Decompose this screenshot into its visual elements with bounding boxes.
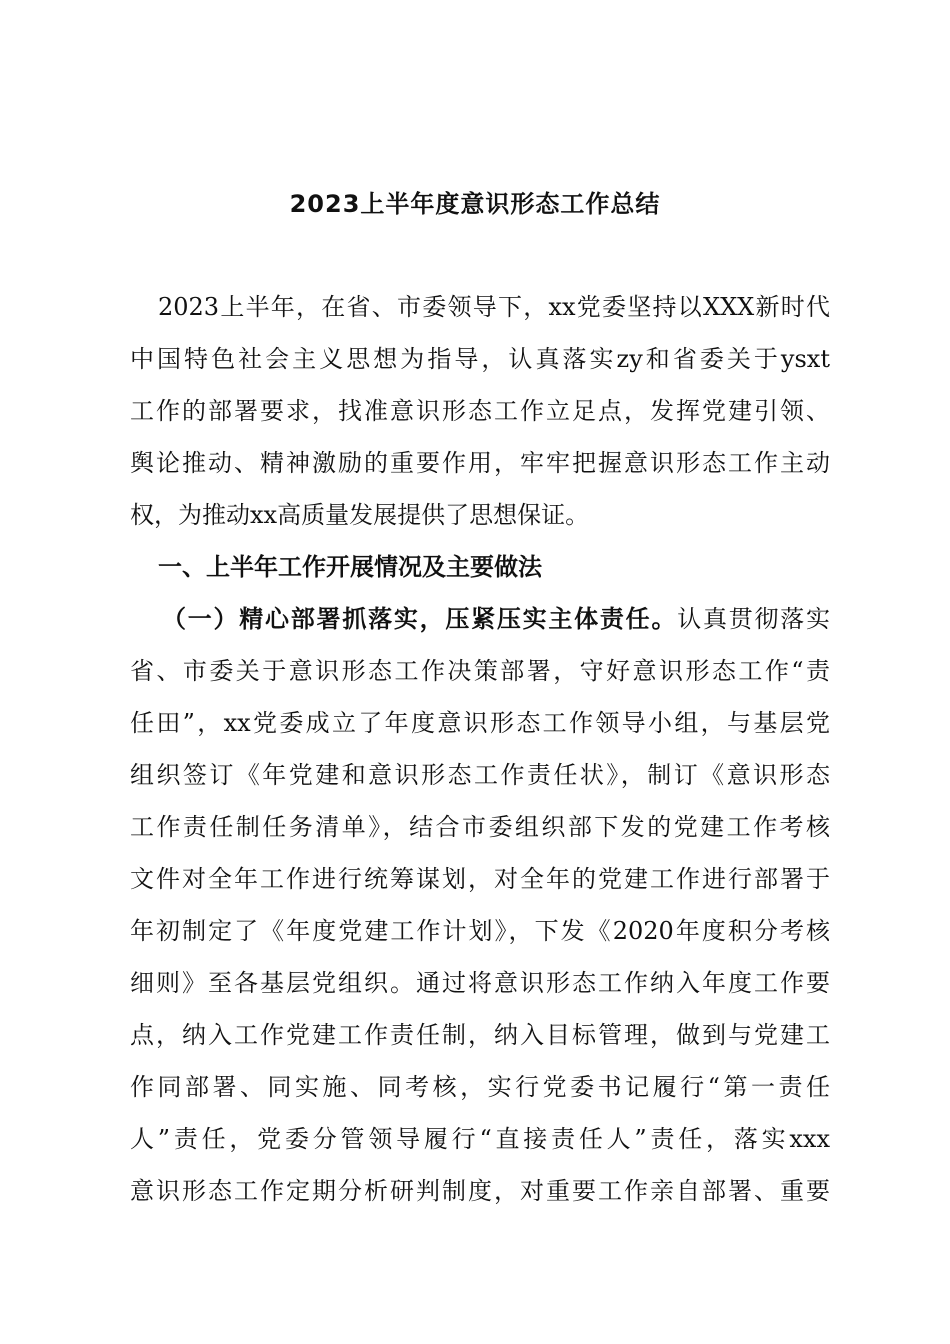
body-line: 细则》至各基层党组织。通过将意识形态工作纳入年度工作要 <box>130 969 830 997</box>
body-line: 任田”，xx党委成立了年度意识形态工作领导小组，与基层党 <box>130 709 830 737</box>
body-line: 省、市委关于意识形态工作决策部署，守好意识形态工作“责 <box>130 657 830 685</box>
subsection-first-line <box>130 593 830 645</box>
body-line: 人”责任，党委分管领导履行“直接责任人”责任，落实xxx <box>130 1125 830 1153</box>
section-heading: 一、上半年工作开展情况及主要做法 <box>158 553 542 581</box>
document-title: 2023上半年度意识形态工作总结 <box>289 190 661 218</box>
body-line: 作同部署、同实施、同考核，实行党委书记履行“第一责任 <box>130 1073 830 1101</box>
intro-line: 舆论推动、精神激励的重要作用，牢牢把握意识形态工作主动 <box>130 449 830 477</box>
body-line: 工作责任制任务清单》，结合市委组织部下发的党建工作考核 <box>130 813 830 841</box>
intro-line: 中国特色社会主义思想为指导，认真落实zy和省委关于ysxt <box>130 345 830 373</box>
subsection-lead: （一）精心部署抓落实，压紧压实主体责任。 <box>162 605 678 633</box>
subsection-first-line-text: 认真贯彻落实 <box>677 605 830 633</box>
body-line: 点，纳入工作党建工作责任制，纳入目标管理，做到与党建工 <box>130 1021 830 1049</box>
body-line: 意识形态工作定期分析研判制度，对重要工作亲自部署、重要 <box>130 1177 830 1205</box>
intro-line: 工作的部署要求，找准意识形态工作立足点，发挥党建引领、 <box>130 397 830 425</box>
document-body <box>130 281 830 1217</box>
body-line: 文件对全年工作进行统筹谋划，对全年的党建工作进行部署于 <box>130 865 830 893</box>
intro-line: 权，为推动xx高质量发展提供了思想保证。 <box>130 501 590 529</box>
intro-line: 2023上半年，在省、市委领导下，xx党委坚持以XXX新时代 <box>158 293 830 321</box>
body-line: 组织签订《年党建和意识形态工作责任状》，制订《意识形态 <box>130 761 830 789</box>
body-line: 年初制定了《年度党建工作计划》，下发《2020年度积分考核 <box>130 917 830 945</box>
